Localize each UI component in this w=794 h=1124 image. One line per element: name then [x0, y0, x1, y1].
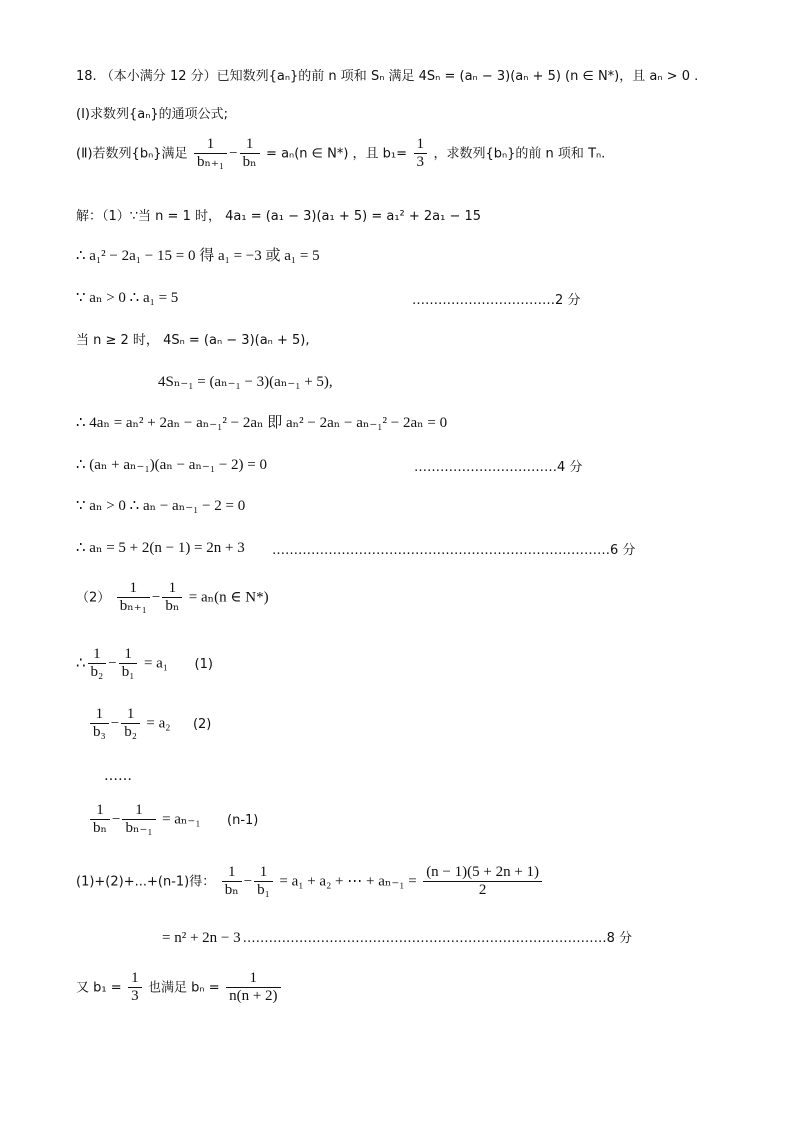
fraction: $\frac{1}{\text{b₁}}$	[119, 646, 138, 681]
problem-part2: (Ⅱ)若数列{bₙ}满足 $\frac{1}{\text{bₙ₊₁}}$ − $\frac{1}{\text{bₙ}}$ = aₙ(n ∈ N*) ，且 b₁= $\frac{1}{3}$ ，求数列{bₙ}的前 n 项和 Tₙ.	[76, 136, 606, 170]
fraction: $\frac{1}{\text{bₙ}}$	[90, 802, 110, 837]
fraction: $\frac{1}{\text{bₙ₋₁}}$	[122, 802, 155, 837]
final-check: 又 b₁ = $\frac{1}{3}$ 也满足 bₙ = $\frac{1}{n(n + 2)}$	[76, 970, 283, 1005]
score-4: ……………………………4 分	[414, 460, 583, 475]
solution-step-8: ∵ aₙ > 0 ∴ aₙ − aₙ₋₁ − 2 = 0	[76, 498, 246, 514]
score-2: ……………………………2 分	[412, 293, 581, 308]
fraction: $\frac{1}{\text{bₙ}}$	[222, 864, 242, 899]
solution-step-3: ∵ aₙ > 0 ∴ a₁ = 5	[76, 290, 179, 306]
fraction: $\frac{(n - 1)(5 + 2n + 1)}{2}$	[423, 864, 542, 899]
part2-recurrence: （2） $\frac{1}{\text{bₙ₊₁}}$ − $\frac{1}{\text{bₙ}}$ = aₙ(n ∈ N*)	[76, 580, 269, 614]
fraction: $\frac{1}{\text{bₙ}}$	[162, 580, 182, 615]
fraction: $\frac{1}{\text{b₃}}$	[90, 706, 109, 741]
fraction: $\frac{1}{3}$	[414, 136, 428, 171]
solution-step-7: ∴ (aₙ + aₙ₋₁)(aₙ − aₙ₋₁ − 2) = 0	[76, 457, 267, 473]
problem-part1: (Ⅰ)求数列{aₙ}的通项公式;	[76, 107, 229, 122]
ellipsis: ……	[104, 768, 132, 784]
solution-step-9: ∴ aₙ = 5 + 2(n − 1) = 2n + 3	[76, 540, 245, 556]
score-6: ……………………………………………………………………6 分	[272, 543, 636, 558]
fraction: $\frac{1}{\text{b₂}}$	[88, 646, 107, 681]
fraction: $\frac{1}{\text{bₙ}}$	[240, 136, 260, 171]
equation-n-1: $\frac{1}{\text{bₙ}}$ − $\frac{1}{\text{bₙ₋₁}}$ = aₙ₋₁ (n-1)	[88, 802, 258, 837]
solution-step-6: ∴ 4aₙ = aₙ² + 2aₙ − aₙ₋₁² − 2aₙ 即 aₙ² − 2aₙ − aₙ₋₁² − 2aₙ = 0	[76, 415, 448, 431]
fraction: $\frac{1}{3}$	[128, 970, 142, 1005]
solution-step-2: ∴ a₁² − 2a₁ − 15 = 0 得 a₁ = −3 或 a₁ = 5	[76, 248, 320, 264]
sum-equation: (1)+(2)+...+(n-1)得： $\frac{1}{\text{bₙ}}$ − $\frac{1}{\text{b₁}}$ = a₁ + a₂ + ⋯ + aₙ₋₁ = $\frac{(n - 1)(5 + 2n + 1)}{2}$	[76, 864, 544, 899]
equation-1: ∴ $\frac{1}{\text{b₂}}$ − $\frac{1}{\text{b₁}}$ = a₁ (1)	[76, 646, 213, 680]
fraction: $\frac{1}{n(n + 2)}$	[226, 970, 280, 1005]
solution-step-5: 4Sₙ₋₁ = (aₙ₋₁ − 3)(aₙ₋₁ + 5),	[158, 374, 333, 390]
fraction: $\frac{1}{\text{bₙ₊₁}}$	[117, 580, 150, 615]
sum-result: = n² + 2n − 3 …………………………………………………………………………8 分	[162, 930, 633, 946]
equation-2: $\frac{1}{\text{b₃}}$ − $\frac{1}{\text{b₂}}$ = a₂ (2)	[88, 706, 211, 741]
fraction: $\frac{1}{\text{bₙ₊₁}}$	[194, 136, 227, 171]
problem-header: 18. （本小满分 12 分）已知数列{aₙ}的前 n 项和 Sₙ 满足 4Sₙ = (aₙ − 3)(aₙ + 5) (n ∈ N*)，且 aₙ > 0 .	[76, 69, 699, 84]
solution-step-4: 当 n ≥ 2 时， 4Sₙ = (aₙ − 3)(aₙ + 5),	[76, 333, 310, 348]
solution-step-1: 解：（1）∵当 n = 1 时， 4a₁ = (a₁ − 3)(a₁ + 5) = a₁² + 2a₁ − 15	[76, 209, 482, 224]
fraction: $\frac{1}{\text{b₂}}$	[121, 706, 140, 741]
fraction: $\frac{1}{\text{b₁}}$	[254, 864, 273, 899]
